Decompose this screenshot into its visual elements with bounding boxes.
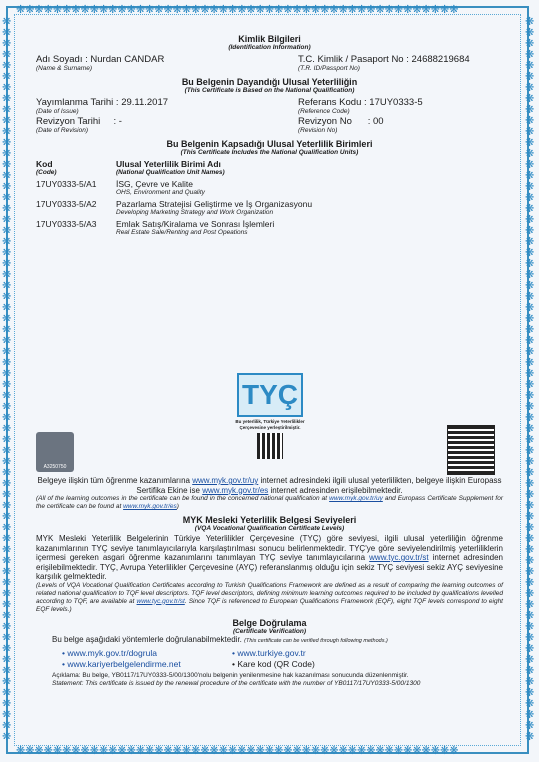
unit-name: Pazarlama Stratejisi Geliştirme ve İş Organizasyonu xyxy=(116,199,313,209)
unit-code: 17UY0333-5/A1 xyxy=(36,179,97,189)
revision-date-value: : - xyxy=(113,116,122,127)
code-column-header-en: (Code) xyxy=(36,169,57,176)
identity-section xyxy=(36,34,503,51)
levels-text: MYK Mesleki Yeterlilik Belgelerinin Türkiye Yeterlilikler Çerçevesine (TYÇ) göre seviyesi, ilgili ulusal yeterliliğin öğrenme kazanımlarının TYÇ seviye tanımlayıcılarıyla karşılaştırılması sonucu belirlenmektedir. TYÇ'ye göre seviyelendirilmiş yeterliliklerin içermesi gereken asgari öğrenme kazanımlarını tanımlayan TYÇ seviye tanımlayıcılarına xyxy=(36,534,503,562)
revision-date-label: Revizyon Tarihi xyxy=(36,116,101,127)
renewal-note-en: Statement: This certificate is issued by the renewal procedure of the certificate with the number of YB0117/17UY0333-5/00/1300 xyxy=(52,679,421,687)
reference-code-label-en: (Reference Code) xyxy=(298,108,350,115)
unit-row xyxy=(36,199,503,217)
issue-date-label-en: (Date of Issue) xyxy=(36,108,79,115)
certificate-content xyxy=(36,34,503,239)
verification-qr-code[interactable] xyxy=(447,425,495,475)
ornament-left: ❋❋❋❋❋❋❋❋❋❋❋❋❋❋❋❋❋❋❋❋❋❋❋❋❋❋❋❋❋❋❋❋❋❋❋❋❋❋❋❋❋❋❋❋❋❋❋❋❋❋❋❋❋❋❋❋❋❋❋❋❋❋❋❋❋❋ xyxy=(2,16,12,743)
unit-row xyxy=(36,179,503,197)
hologram-stamp xyxy=(36,432,74,472)
info-text-en: and Europass Certificate Supplement for the certificate can be found at xyxy=(36,495,503,510)
verify-link-turkiye[interactable]: • www.turkiye.gov.tr xyxy=(232,647,306,658)
unit-name-column-header: Ulusal Yeterlilik Birimi Adı xyxy=(116,159,221,169)
verify-qr-item: • Kare kod (QR Code) xyxy=(232,658,315,669)
unit-name-en: Real Estate Sale/Renting and Post Opeations xyxy=(116,229,248,236)
units-heading-en: (This Certificate Includes the National Qualification Units) xyxy=(180,149,359,156)
unit-name-en: OHS, Environment and Quality xyxy=(116,189,205,196)
id-label: T.C. Kimlik / Pasaport No : xyxy=(298,54,409,65)
info-text-en: ) xyxy=(176,503,179,510)
ornament-bottom: ❋❋❋❋❋❋❋❋❋❋❋❋❋❋❋❋❋❋❋❋❋❋❋❋❋❋❋❋❋❋❋❋❋❋❋❋❋❋❋❋❋❋❋❋❋❋❋❋ xyxy=(16,745,459,757)
tyc-logo xyxy=(230,373,310,453)
tyc-logo-mark: TYÇ xyxy=(237,373,303,417)
qualification-heading-en: (This Certificate is Based on the National Qualification) xyxy=(184,87,355,94)
qualification-link[interactable]: www.myk.gov.tr/uy xyxy=(192,476,259,485)
info-text: internet adresinden erişilebilmektedir. xyxy=(268,485,403,495)
identity-heading: Kimlik Bilgileri xyxy=(238,34,301,44)
verify-link-myk[interactable]: • www.myk.gov.tr/dogrula xyxy=(62,647,157,658)
levels-heading-en: (VQA Vocational Qualification Certificate Levels) xyxy=(194,525,345,532)
ornament-right: ❋❋❋❋❋❋❋❋❋❋❋❋❋❋❋❋❋❋❋❋❋❋❋❋❋❋❋❋❋❋❋❋❋❋❋❋❋❋❋❋❋❋❋❋❋❋❋❋❋❋❋❋❋❋❋❋❋❋❋❋❋❋❋❋❋❋ xyxy=(525,16,535,743)
info-text: internet adresindeki ilgili ulusal yeterlilikten, belgeye ilişkin Europass Sertifika Ekine ise xyxy=(136,476,502,495)
levels-text: internet adresinden erişilebilmektedir. TYÇ, Avrupa Yeterlilikler Çerçevesine (AYÇ) referanslanmış olduğu için sekiz TYÇ seviyesi sekiz AYÇ seviyesine karşılık gelmektedir. xyxy=(36,553,504,581)
levels-text-en: . Since TQF is referenced to European Qualifications Framework (EQF), eight TQF levels correspond to eight EQF levels.) xyxy=(36,597,503,613)
issue-date-value: 29.11.2017 xyxy=(121,97,169,108)
revision-no-label-en: (Revision No) xyxy=(298,127,338,134)
unit-name-column-header-en: (National Qualification Unit Names) xyxy=(116,169,225,176)
tyc-levels-link[interactable]: www.tyc.gov.tr/st xyxy=(369,553,429,562)
revision-date-label-en: (Date of Revision) xyxy=(36,127,89,134)
revision-no-label: Revizyon No xyxy=(298,116,352,127)
name-label: Adı Soyadı : xyxy=(36,54,88,65)
name-value: Nurdan CANDAR xyxy=(90,54,165,65)
units-section xyxy=(36,139,503,156)
code-column-header: Kod xyxy=(36,159,53,169)
info-text-en: (All of the learning outcomes in the certificate can be found in the concerned national qualification at xyxy=(36,495,330,502)
europass-link-en[interactable]: www.myk.gov.tr/es xyxy=(123,503,177,510)
unit-name-en: Developing Marketing Strategy and Work Organization xyxy=(116,209,274,216)
renewal-note: Açıklama: Bu belge, YB0117/17UY0333-5/00/1300'nolu belgenin yenilenmesine hak kazanılması sonucunda düzenlenmiştir. xyxy=(52,671,409,679)
unit-code: 17UY0333-5/A3 xyxy=(36,219,97,229)
verify-intro-en: (This certificate can be verified through following methods.) xyxy=(244,637,388,644)
stamp-code: A3250750 xyxy=(43,464,67,470)
qualification-heading: Bu Belgenin Dayandığı Ulusal Yeterliliğin xyxy=(181,77,358,87)
tyc-qr-code xyxy=(257,433,283,459)
verify-link-kariyer[interactable]: • www.kariyerbelgelendirme.net xyxy=(62,658,181,669)
qualification-link-en[interactable]: www.myk.gov.tr/uy xyxy=(329,495,383,502)
id-value: 24688219684 xyxy=(411,54,470,65)
unit-name: Emlak Satış/Kiralama ve Sonrası İşlemleri xyxy=(116,219,275,229)
levels-text-en: (Levels of VQA Vocational Qualification Certificates according to Turkish Qualifications Framework are defined as a result of comparing the learning outcomes of related national qualification to TQF level descriptors. TQF level descriptors, defining minimum learning outcomes required to be included by qualifications levelled according to TQF, are available at xyxy=(36,581,503,605)
unit-row xyxy=(36,219,503,237)
units-heading: Bu Belgenin Kapsadığı Ulusal Yeterlilik Birimleri xyxy=(166,139,373,149)
identity-heading-en: (Identification Information) xyxy=(228,44,311,51)
qualification-section xyxy=(36,77,503,94)
id-label-en: (T.R. ID/Passport No) xyxy=(298,65,360,72)
tyc-logo-caption: Bu yeterlilik, Türkiye Yeterlilikler Çerçevesine yerleştirilmiştir. xyxy=(235,419,305,430)
revision-no-value: : 00 xyxy=(367,116,384,127)
unit-name: İSG, Çevre ve Kalite xyxy=(116,179,194,189)
reference-code-value: 17UY0333-5 xyxy=(369,97,423,108)
tyc-levels-link-en[interactable]: www.tyc.gov.tr/st xyxy=(136,597,185,605)
verify-intro: Bu belge aşağıdaki yöntemlerle doğrulanabilmektedir. xyxy=(52,634,242,644)
levels-heading: MYK Mesleki Yeterlilik Belgesi Seviyeleri xyxy=(182,515,357,525)
verify-heading-en: (Certificate Verification) xyxy=(232,627,307,635)
issue-date-label: Yayımlanma Tarihi : xyxy=(36,97,119,108)
verify-heading: Belge Doğrulama xyxy=(232,617,307,628)
info-section xyxy=(36,476,503,688)
name-label-en: (Name & Surname) xyxy=(36,65,92,72)
reference-code-label: Referans Kodu : xyxy=(298,97,367,108)
europass-link[interactable]: www.myk.gov.tr/es xyxy=(202,485,269,495)
ornament-top: ❋❋❋❋❋❋❋❋❋❋❋❋❋❋❋❋❋❋❋❋❋❋❋❋❋❋❋❋❋❋❋❋❋❋❋❋❋❋❋❋❋❋❋❋❋❋❋❋ xyxy=(16,4,459,16)
unit-code: 17UY0333-5/A2 xyxy=(36,199,97,209)
info-text: Belgeye ilişkin tüm öğrenme kazanımlarına xyxy=(37,476,193,485)
